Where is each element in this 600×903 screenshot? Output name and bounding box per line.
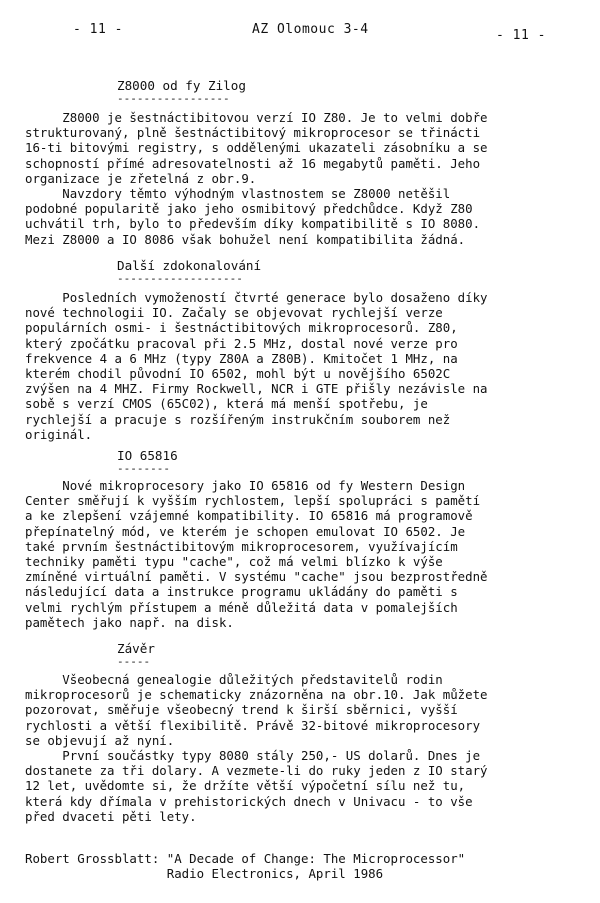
text-line: se objevují až nyní.	[25, 732, 175, 748]
section-heading-conclusion: Závěr	[117, 641, 155, 656]
text-line: mikroprocesorů je schematicky znázorněna na obr.10. Jak můžete	[25, 687, 488, 703]
text-line: pozorovat, směřuje všeobecný trend k širší sběrnici, vyšší	[25, 702, 458, 718]
credit-publication: Radio Electronics, April 1986	[25, 866, 384, 881]
text-line: podobné popularitě jako jeho osmibitový předchůdce. Když Z80	[25, 201, 473, 217]
text-line: Z8000 je šestnáctibitovou verzí IO Z80. Je to velmi dobře	[25, 110, 488, 125]
text-line: velmi rychlým přístupem a méně důležitá data v pomalejších	[25, 599, 458, 615]
source-credit	[25, 851, 465, 881]
text-line: nové technologii IO. Začaly se objevovat rychlejší verze	[25, 305, 443, 321]
section-heading-improvements: Další zdokonalování	[117, 258, 262, 273]
text-line: zmíněné virtuální paměti. V systému "cache" jsou bezprostředně	[25, 569, 488, 585]
text-line: organizace je zřetelná z obr.9.	[25, 170, 257, 186]
text-line: dostanete za tři dolary. A vezmete-li do ruky jeden z IO starý	[25, 763, 488, 779]
text-line: schopností přímé adresovatelnosti až 16 megabytů paměti. Jeho	[25, 155, 481, 171]
text-line: populárních osmi- i šestnáctibitových mikroprocesorů. Z80,	[25, 320, 458, 336]
paragraph-z8000-intro	[25, 110, 577, 186]
text-line: Mezi Z8000 a IO 8086 však bohužel není kompatibilita žádná.	[25, 231, 466, 247]
running-header: AZ Olomouc 3-4	[252, 22, 369, 37]
credit-author-title: Robert Grossblatt: "A Decade of Change: The Microprocessor"	[25, 851, 466, 866]
text-line: rychlejší a pracuje s rozšířeným instrukčním souborem než	[25, 411, 451, 427]
section-underline: -------------------	[117, 272, 243, 285]
text-line: Navzdory těmto výhodným vlastnostem se Z8000 netěšil	[25, 186, 451, 201]
section-heading-z8000: Z8000 od fy Zilog	[117, 78, 246, 93]
section-underline: -----	[117, 655, 151, 668]
text-line: originál.	[25, 426, 93, 442]
section-underline: --------	[117, 462, 170, 475]
paragraph-improvements	[25, 290, 577, 442]
text-line: pamětech jako např. na disk.	[25, 614, 234, 630]
text-line: Nové mikroprocesory jako IO 65816 od fy Western Design	[25, 478, 466, 493]
text-line: přepínatelný mód, ve kterém je schopen emulovat IO 6502. Je	[25, 523, 466, 539]
text-line: rychlosti a větší flexibilitě. Právě 32-bitové mikroprocesory	[25, 717, 481, 733]
text-line: Všeobecná genealogie důležitých představitelů rodin	[25, 672, 443, 687]
text-line: frekvence 4 a 6 MHz (typy Z80A a Z80B). Kmitočet 1 MHz, na	[25, 350, 458, 366]
text-line: Posledních vymožeností čtvrté generace bylo dosaženo díky	[25, 290, 488, 305]
text-line: sobě s verzí CMOS (65C02), která má menší spotřebu, je	[25, 396, 428, 412]
paragraph-io65816	[25, 478, 577, 630]
section-heading-io65816: IO 65816	[117, 448, 178, 463]
paragraph-z8000-popularity	[25, 186, 577, 247]
text-line: První součástky typy 8080 stály 250,- US dolarů. Dnes je	[25, 748, 481, 763]
text-line: a ke zlepšení vzájemné kompatibility. IO 65816 má programově	[25, 508, 473, 524]
paragraph-conclusion-price	[25, 748, 577, 824]
page-number-left: - 11 -	[73, 22, 123, 37]
text-line: strukturovaný, plně šestnáctibitový mikroprocesor se třinácti	[25, 125, 481, 141]
text-line: 12 let, uvědomte si, že držíte větší výpočetní sílu než tu,	[25, 778, 466, 794]
paragraph-conclusion-trend	[25, 672, 577, 748]
text-line: kterém chodil původní IO 6502, mohl být u novějšího 6502C	[25, 366, 451, 382]
text-line: před dvaceti pěti lety.	[25, 808, 197, 824]
page-number-right: - 11 -	[496, 28, 546, 43]
text-line: také prvním šestnáctibitovým mikroprocesorem, využívajícím	[25, 538, 458, 554]
text-line: který zpočátku pracoval při 2.5 MHz, dostal nové verze pro	[25, 335, 458, 351]
text-line: následující data a instrukce programu ukládány do paměti s	[25, 584, 458, 600]
section-underline: -----------------	[117, 92, 230, 105]
text-line: zvýšen na 4 MHZ. Firmy Rockwell, NCR i GTE přišly nezávisle na	[25, 381, 488, 397]
text-line: Center směřují k vyšším rychlostem, lepší spolupráci s pamětí	[25, 493, 481, 509]
text-line: která kdy dřímala v prehistorických dnech v Univacu - to vše	[25, 793, 473, 809]
text-line: 16-ti bitovými registry, s oddělenými ukazateli zásobníku a se	[25, 140, 488, 156]
text-line: techniky paměti typu "cache", což má velmi blízko k výše	[25, 554, 443, 570]
text-line: uchvátil trh, bylo to především díky kompatibilitě s IO 8080.	[25, 216, 481, 232]
